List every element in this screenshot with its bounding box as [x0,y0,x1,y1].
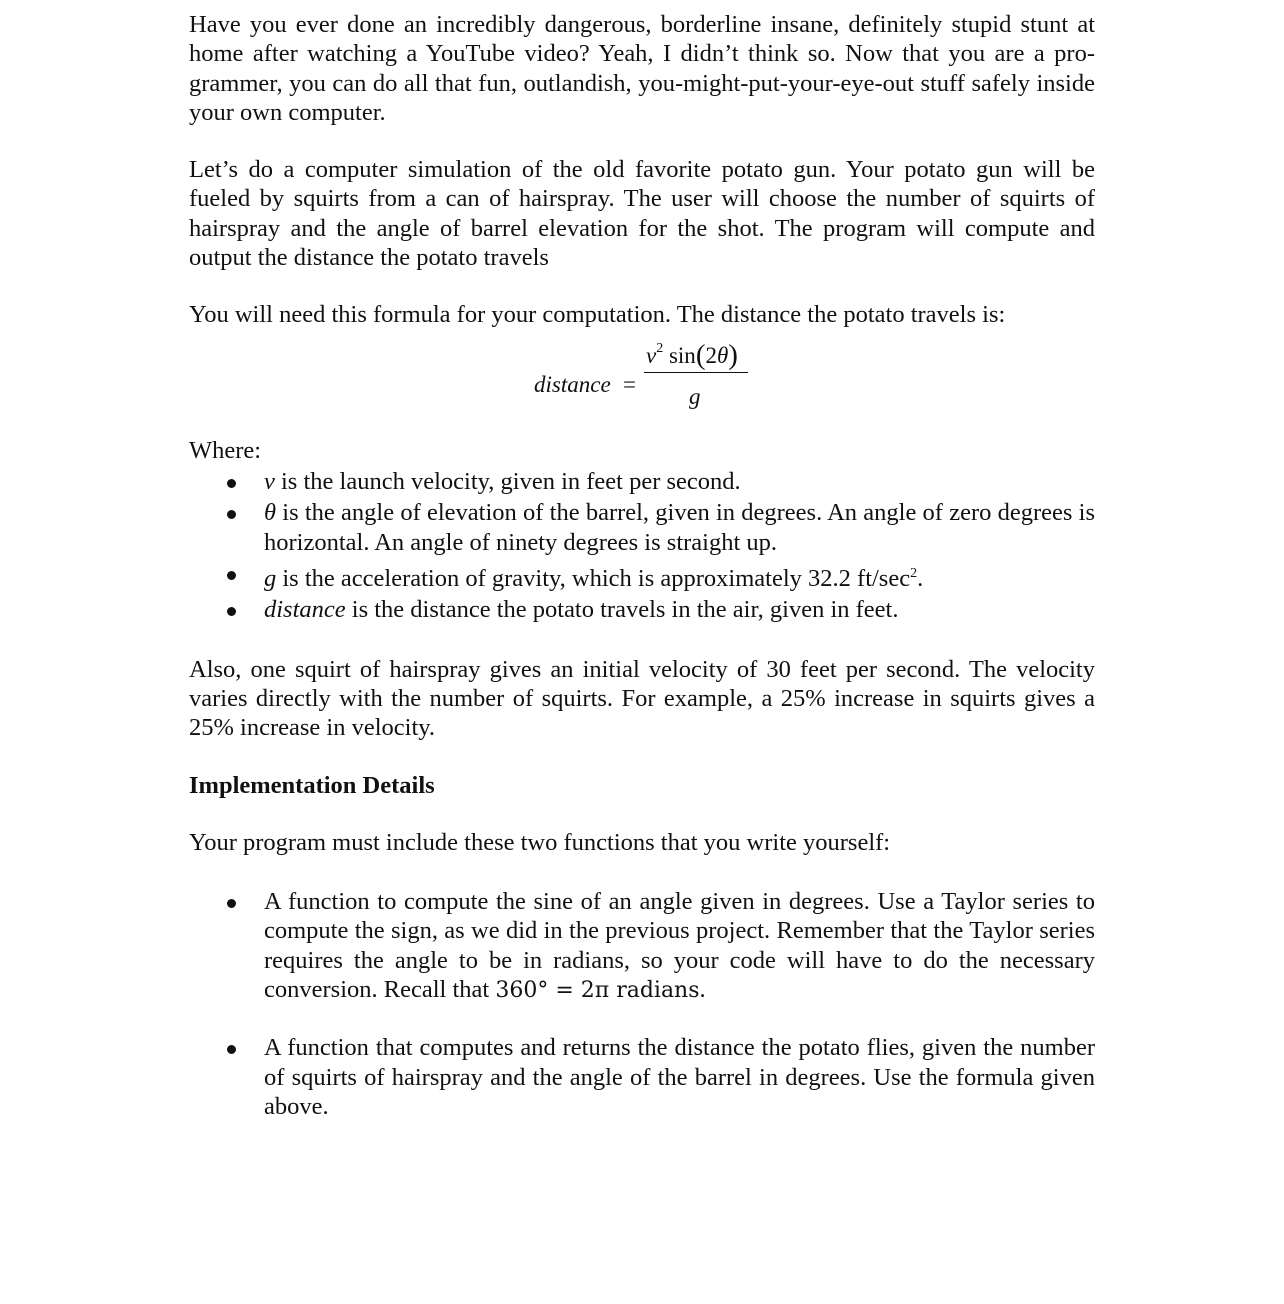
bullet-icon [227,607,236,616]
bullet-icon [227,510,236,519]
bullet-icon [227,571,236,580]
formula-open-paren: ( [695,338,706,371]
formula-numerator [646,338,738,371]
section-heading: Implementation Details [189,771,435,799]
definition-text: is the acceleration of gravity, which is approximately 32.2 ft/sec [276,565,911,593]
definition-text: is the angle of elevation of the barrel, given in degrees. An angle of zero degrees is horizontal. An angle of ninety degrees is straight up. [264,499,1095,556]
definition-superscript: 2 [910,565,918,581]
formula-close-paren: ) [728,338,738,371]
requirement-text: A function that computes and returns the distance the potato flies, given the number of squirts of hairspray and the angle of the barrel in degrees. Use the formula given above. [264,1034,1095,1120]
list-item [189,467,1095,496]
formula-lhs: distance [534,371,611,397]
bullet-icon [227,899,236,908]
formula-denominator: g [689,383,701,409]
formula-intro-paragraph: You will need this formula for your computation. The distance the potato travels is: [189,301,1006,329]
definition-tail: . [917,565,924,593]
list-item [189,559,1095,593]
where-label: Where: [189,436,262,464]
definition-symbol: g [264,565,277,593]
formula-theta: θ [716,342,729,368]
definition-text: is the distance the potato travels in the air, given in feet. [345,596,899,624]
formula-two: 2 [705,342,717,368]
list-item [189,595,1095,624]
formula-equals: = [623,371,636,397]
definition-symbol: v [264,467,275,495]
simulation-paragraph: Let’s do a computer simulation of the old favorite potato gun. Your potato gun will be fueled by squirts from a can of hairspray. The user will choose the number of squirts of hairspray and the angle of barrel elevation for the shot. The program will compute and output the distance the potato travels [189,156,1095,272]
definitions-list [189,467,1095,625]
list-item [189,887,1095,1005]
formula-exponent: 2 [656,341,664,357]
velocity-paragraph: Also, one squirt of hairspray gives an initial velocity of 30 feet per second. The velocity varies directly with the number of squirts. For example, a 25% increase in squirts gives a 25% increase in velocity. [189,655,1095,742]
formula-sin: sin [668,342,696,368]
list-item [189,498,1095,557]
conversion-math: 360° = 2π radians [495,977,700,1003]
definition-symbol: θ [264,499,277,527]
fraction-bar [644,372,748,373]
bullet-icon [227,1045,236,1054]
requirement-text: A function to compute the sine of an angle given in degrees. Use a Taylor series to compute the sign, as we did in the previous project. Remember that the Taylor series requires the angle to be in radians, so your code will have to do the necessary conversion. Recall that [264,888,1095,1003]
definition-text: is the launch velocity, given in feet per second. [274,467,741,495]
document-page [189,10,1095,1121]
intro-paragraph: Have you ever done an incredibly dangerous, borderline insane, definitely stupid stunt at home after watching a YouTube video? Yeah, I didn’t think so. Now that you are a programmer, you can do all that fun, outlandish, you-might-put-your-eye-out stuff safely inside your own computer. [189,11,1095,126]
functions-intro-paragraph: Your program must include these two functions that you write yourself: [189,828,891,856]
formula-v: v [646,342,657,368]
requirement-tail: . [699,975,706,1003]
definition-symbol: distance [264,596,346,624]
distance-formula [189,336,1095,436]
requirements-list [189,887,1095,1121]
bullet-icon [227,479,236,488]
list-item [189,1033,1095,1121]
